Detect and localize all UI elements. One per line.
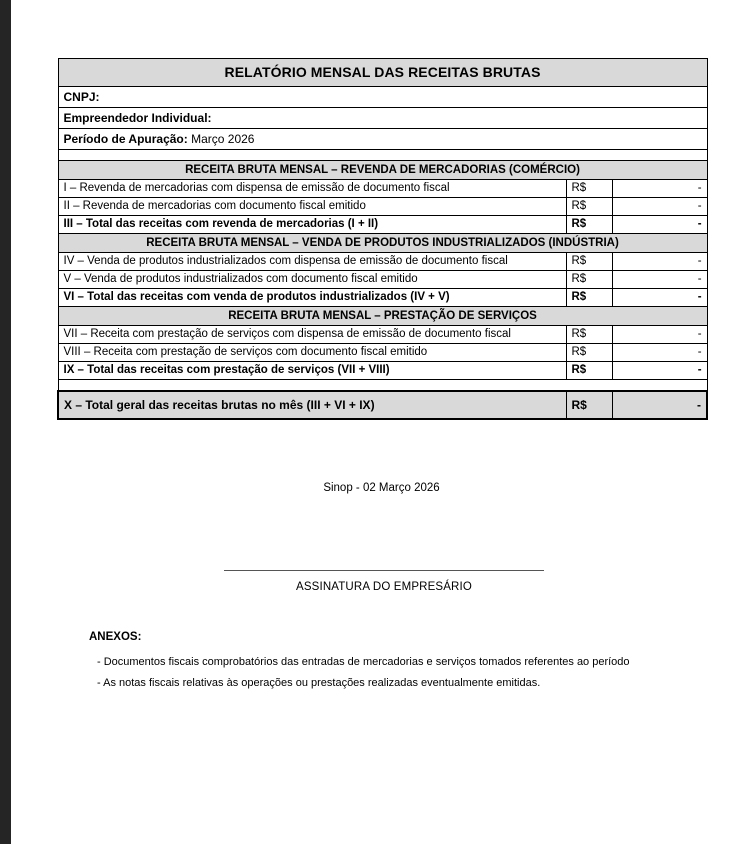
revenue-item-row xyxy=(58,253,707,271)
revenue-item-row xyxy=(58,326,707,344)
place-and-date: Sinop - 02 Março 2026 xyxy=(323,482,440,494)
revenue-item-label: II – Revenda de mercadorias com documento fiscal emitido xyxy=(58,198,566,216)
report-title-row xyxy=(58,59,707,87)
annex-item: - As notas fiscais relativas às operações ou prestações realizadas eventualmente emitidas. xyxy=(97,677,541,689)
grand-total-currency: R$ xyxy=(566,391,612,419)
currency-symbol: R$ xyxy=(566,198,612,216)
signature-line xyxy=(224,570,544,571)
spacer-row-before-total xyxy=(58,380,707,391)
field-cell-2 xyxy=(58,108,707,129)
signature-block xyxy=(224,570,544,593)
field-cell-1 xyxy=(58,87,707,108)
revenue-item-label: IX – Total das receitas com prestação de serviços (VII + VIII) xyxy=(58,362,566,380)
annexes-section xyxy=(89,631,689,694)
revenue-item-label: VI – Total das receitas com venda de produtos industrializados (IV + V) xyxy=(58,289,566,307)
section-heading: RECEITA BRUTA MENSAL – VENDA DE PRODUTOS INDUSTRIALIZADOS (INDÚSTRIA) xyxy=(58,234,707,253)
revenue-item-label: VIII – Receita com prestação de serviços com documento fiscal emitido xyxy=(58,344,566,362)
grand-total-row xyxy=(58,391,707,419)
revenue-item-value[interactable]: - xyxy=(612,180,707,198)
revenue-item-label: I – Revenda de mercadorias com dispensa de emissão de documento fiscal xyxy=(58,180,566,198)
field-cell-3 xyxy=(58,129,707,150)
currency-symbol: R$ xyxy=(566,216,612,234)
field-row xyxy=(58,129,707,150)
spacer-cell xyxy=(58,380,707,391)
revenue-item-label: III – Total das receitas com revenda de mercadorias (I + II) xyxy=(58,216,566,234)
field-row xyxy=(58,108,707,129)
revenue-item-value[interactable]: - xyxy=(612,198,707,216)
currency-symbol: R$ xyxy=(566,289,612,307)
revenue-item-label: VII – Receita com prestação de serviços com dispensa de emissão de documento fiscal xyxy=(58,326,566,344)
spacer-cell xyxy=(58,150,707,161)
currency-symbol: R$ xyxy=(566,253,612,271)
revenue-item-value[interactable]: - xyxy=(612,271,707,289)
report-table-body xyxy=(58,59,707,419)
revenue-item-value[interactable]: - xyxy=(612,289,707,307)
annex-item: - Documentos fiscais comprobatórios das entradas de mercadorias e serviços tomados referentes ao período xyxy=(97,656,630,668)
annexes-title: ANEXOS: xyxy=(89,631,142,643)
section-total-row xyxy=(58,216,707,234)
section-header-row xyxy=(58,234,707,253)
left-edge-band xyxy=(0,0,11,844)
section-total-row xyxy=(58,289,707,307)
section-heading: RECEITA BRUTA MENSAL – REVENDA DE MERCADORIAS (COMÉRCIO) xyxy=(58,161,707,180)
revenue-item-value[interactable]: - xyxy=(612,216,707,234)
section-heading: RECEITA BRUTA MENSAL – PRESTAÇÃO DE SERVIÇOS xyxy=(58,307,707,326)
currency-symbol: R$ xyxy=(566,180,612,198)
field-label: CNPJ: xyxy=(63,90,100,104)
grand-total-value[interactable]: - xyxy=(612,391,707,419)
field-value: Março 2026 xyxy=(191,132,255,146)
document-page xyxy=(11,0,753,844)
revenue-item-label: V – Venda de produtos industrializados com documento fiscal emitido xyxy=(58,271,566,289)
field-label: Empreendedor Individual: xyxy=(63,111,212,125)
annexes-list xyxy=(89,652,689,694)
currency-symbol: R$ xyxy=(566,271,612,289)
signature-caption: ASSINATURA DO EMPRESÁRIO xyxy=(296,581,472,593)
section-header-row xyxy=(58,307,707,326)
currency-symbol: R$ xyxy=(566,326,612,344)
revenue-item-label: IV – Venda de produtos industrializados com dispensa de emissão de documento fiscal xyxy=(58,253,566,271)
field-label: Período de Apuração: xyxy=(63,132,188,146)
revenue-item-value[interactable]: - xyxy=(612,253,707,271)
revenue-item-row xyxy=(58,271,707,289)
field-row xyxy=(58,87,707,108)
revenue-item-row xyxy=(58,198,707,216)
section-header-row xyxy=(58,161,707,180)
grand-total-label: X – Total geral das receitas brutas no mês (III + VI + IX) xyxy=(58,391,566,419)
currency-symbol: R$ xyxy=(566,362,612,380)
currency-symbol: R$ xyxy=(566,344,612,362)
spacer-row-top xyxy=(58,150,707,161)
revenue-item-row xyxy=(58,344,707,362)
revenue-item-value[interactable]: - xyxy=(612,362,707,380)
revenue-item-value[interactable]: - xyxy=(612,344,707,362)
revenue-item-value[interactable]: - xyxy=(612,326,707,344)
report-title: RELATÓRIO MENSAL DAS RECEITAS BRUTAS xyxy=(58,59,707,87)
gross-revenue-report-table xyxy=(57,58,708,420)
section-total-row xyxy=(58,362,707,380)
revenue-item-row xyxy=(58,180,707,198)
